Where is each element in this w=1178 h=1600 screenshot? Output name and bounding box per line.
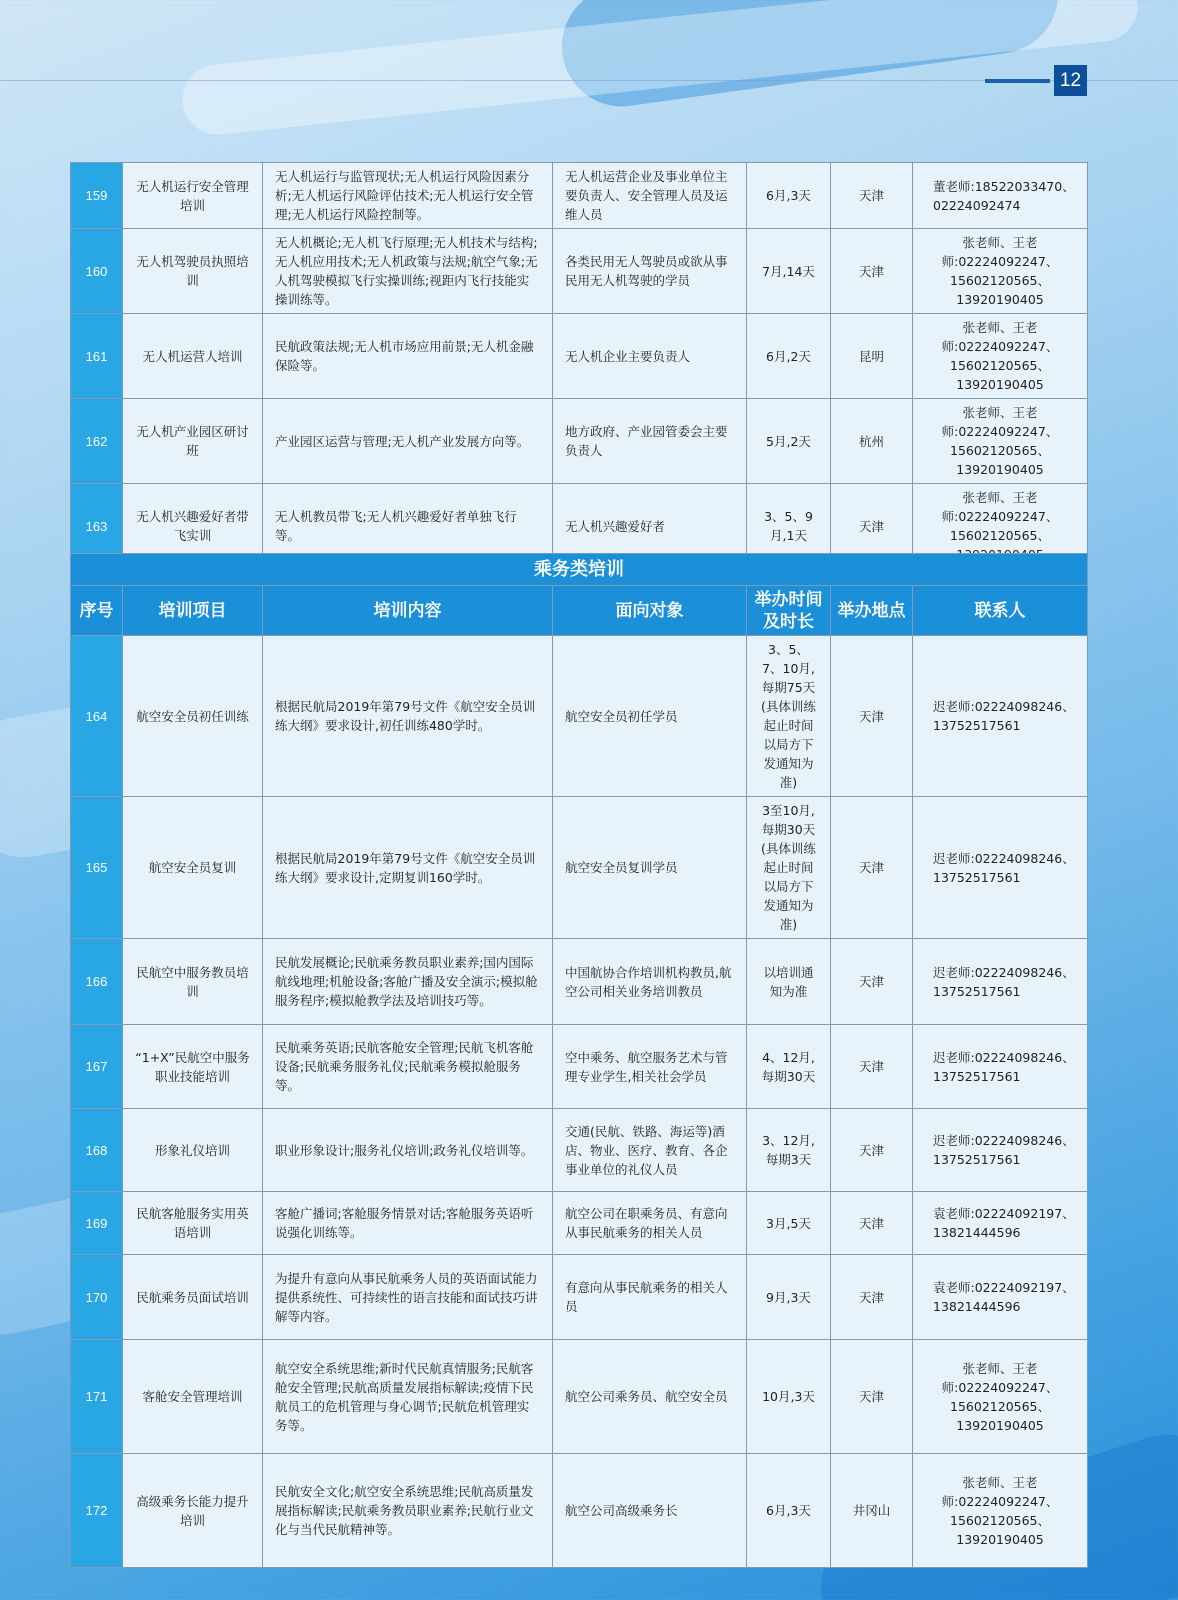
training-project: 无人机驾驶员执照培训 <box>123 229 263 314</box>
training-content: 无人机运行与监管现状;无人机运行风险因素分析;无人机运行风险评估技术;无人机运行安全管理;无人机运行风险控制等。 <box>263 163 553 229</box>
training-content: 民航政策法规;无人机市场应用前景;无人机金融保险等。 <box>263 314 553 399</box>
header-num: 序号 <box>71 586 123 636</box>
table-row <box>71 399 1088 484</box>
location: 天津 <box>831 1192 913 1255</box>
contact: 迟老师:02224098246、13752517561 <box>913 797 1088 939</box>
row-number: 166 <box>71 939 123 1025</box>
row-number: 169 <box>71 1192 123 1255</box>
training-project: 民航客舱服务实用英语培训 <box>123 1192 263 1255</box>
training-project: 无人机运营人培训 <box>123 314 263 399</box>
location: 昆明 <box>831 314 913 399</box>
page-number: 12 <box>1054 65 1087 96</box>
header-content: 培训内容 <box>263 586 553 636</box>
training-content: 民航发展概论;民航乘务教员职业素养;国内国际航线地理;机舱设备;客舱广播及安全演示;模拟舱服务程序;模拟舱教学法及培训技巧等。 <box>263 939 553 1025</box>
training-project: 无人机产业园区研讨班 <box>123 399 263 484</box>
training-project: 航空安全员复训 <box>123 797 263 939</box>
schedule: 3月,5天 <box>747 1192 831 1255</box>
contact: 张老师、王老师:02224092247、15602120565、13920190405 <box>913 1340 1088 1454</box>
section-title-row <box>71 554 1088 586</box>
training-content: 根据民航局2019年第79号文件《航空安全员训练大纲》要求设计,定期复训160学时。 <box>263 797 553 939</box>
row-number: 163 <box>71 484 123 569</box>
training-content: 为提升有意向从事民航乘务人员的英语面试能力提供系统性、可持续性的语言技能和面试技巧讲解等内容。 <box>263 1255 553 1340</box>
row-number: 172 <box>71 1454 123 1568</box>
schedule: 7月,14天 <box>747 229 831 314</box>
target-audience: 无人机兴趣爱好者 <box>553 484 747 569</box>
row-number: 168 <box>71 1109 123 1192</box>
contact: 张老师、王老师:02224092247、15602120565、13920190405 <box>913 229 1088 314</box>
row-number: 160 <box>71 229 123 314</box>
target-audience: 航空安全员初任学员 <box>553 636 747 797</box>
background-band <box>179 0 1141 138</box>
target-audience: 交通(民航、铁路、海运等)酒店、物业、医疗、教育、各企事业单位的礼仪人员 <box>553 1109 747 1192</box>
training-project: 航空安全员初任训练 <box>123 636 263 797</box>
training-project: 无人机运行安全管理培训 <box>123 163 263 229</box>
table-row <box>71 1025 1088 1109</box>
location: 天津 <box>831 939 913 1025</box>
section-title: 乘务类培训 <box>71 554 1088 586</box>
row-number: 161 <box>71 314 123 399</box>
schedule: 9月,3天 <box>747 1255 831 1340</box>
location: 天津 <box>831 636 913 797</box>
page-number-rule <box>985 79 1050 83</box>
row-number: 170 <box>71 1255 123 1340</box>
row-number: 164 <box>71 636 123 797</box>
training-content: 客舱广播词;客舱服务情景对话;客舱服务英语听说强化训练等。 <box>263 1192 553 1255</box>
location: 天津 <box>831 484 913 569</box>
table-row <box>71 163 1088 229</box>
header-time: 举办时间及时长 <box>747 586 831 636</box>
header-project: 培训项目 <box>123 586 263 636</box>
training-content: 无人机概论;无人机飞行原理;无人机技术与结构;无人机应用技术;无人机政策与法规;航空气象;无人机驾驶模拟飞行实操训练;视距内飞行技能实操训练等。 <box>263 229 553 314</box>
contact: 董老师:18522033470、02224092474 <box>913 163 1088 229</box>
contact: 迟老师:02224098246、13752517561 <box>913 1025 1088 1109</box>
table-row <box>71 1340 1088 1454</box>
training-project: 形象礼仪培训 <box>123 1109 263 1192</box>
location: 天津 <box>831 1340 913 1454</box>
table-row <box>71 1192 1088 1255</box>
training-project: 民航空中服务教员培训 <box>123 939 263 1025</box>
location: 天津 <box>831 1255 913 1340</box>
contact: 迟老师:02224098246、13752517561 <box>913 636 1088 797</box>
training-project: 客舱安全管理培训 <box>123 1340 263 1454</box>
schedule: 6月,3天 <box>747 163 831 229</box>
row-number: 167 <box>71 1025 123 1109</box>
target-audience: 地方政府、产业园管委会主要负责人 <box>553 399 747 484</box>
schedule: 5月,2天 <box>747 399 831 484</box>
contact: 张老师、王老师:02224092247、15602120565、13920190405 <box>913 1454 1088 1568</box>
row-number: 162 <box>71 399 123 484</box>
schedule: 6月,2天 <box>747 314 831 399</box>
location: 天津 <box>831 1109 913 1192</box>
contact: 张老师、王老师:02224092247、15602120565、13920190405 <box>913 314 1088 399</box>
location: 天津 <box>831 1025 913 1109</box>
table-header-row <box>71 586 1088 636</box>
location: 井冈山 <box>831 1454 913 1568</box>
target-audience: 无人机企业主要负责人 <box>553 314 747 399</box>
training-content: 职业形象设计;服务礼仪培训;政务礼仪培训等。 <box>263 1109 553 1192</box>
training-content: 航空安全系统思维;新时代民航真情服务;民航客舱安全管理;民航高质量发展指标解读;疫情下民航员工的危机管理与身心调节;民航危机管理实务等。 <box>263 1340 553 1454</box>
header-place: 举办地点 <box>831 586 913 636</box>
contact: 袁老师:02224092197、13821444596 <box>913 1192 1088 1255</box>
training-content: 民航乘务英语;民航客舱安全管理;民航飞机客舱设备;民航乘务服务礼仪;民航乘务模拟舱服务等。 <box>263 1025 553 1109</box>
training-project: 无人机兴趣爱好者带飞实训 <box>123 484 263 569</box>
cabin-crew-training-table <box>70 553 1088 1568</box>
location: 杭州 <box>831 399 913 484</box>
target-audience: 航空安全员复训学员 <box>553 797 747 939</box>
contact: 迟老师:02224098246、13752517561 <box>913 1109 1088 1192</box>
contact: 张老师、王老师:02224092247、15602120565、13920190405 <box>913 399 1088 484</box>
table-row <box>71 1454 1088 1568</box>
training-content: 民航安全文化;航空安全系统思维;民航高质量发展指标解读;民航乘务教员职业素养;民航行业文化与当代民航精神等。 <box>263 1454 553 1568</box>
training-content: 产业园区运营与管理;无人机产业发展方向等。 <box>263 399 553 484</box>
schedule: 6月,3天 <box>747 1454 831 1568</box>
header-contact: 联系人 <box>913 586 1088 636</box>
schedule: 3、5、9月,1天 <box>747 484 831 569</box>
contact: 张老师、王老师:02224092247、15602120565、 <box>913 484 1088 569</box>
table-row <box>71 939 1088 1025</box>
training-project: 高级乘务长能力提升培训 <box>123 1454 263 1568</box>
target-audience: 各类民用无人驾驶员或欲从事民用无人机驾驶的学员 <box>553 229 747 314</box>
target-audience: 有意向从事民航乘务的相关人员 <box>553 1255 747 1340</box>
row-number: 171 <box>71 1340 123 1454</box>
table-row <box>71 229 1088 314</box>
training-project: “1+X”民航空中服务职业技能培训 <box>123 1025 263 1109</box>
table-row <box>71 314 1088 399</box>
location: 天津 <box>831 797 913 939</box>
location: 天津 <box>831 229 913 314</box>
header-audience: 面向对象 <box>553 586 747 636</box>
row-number: 159 <box>71 163 123 229</box>
target-audience: 航空公司高级乘务长 <box>553 1454 747 1568</box>
contact: 袁老师:02224092197、13821444596 <box>913 1255 1088 1340</box>
schedule: 4、12月,每期30天 <box>747 1025 831 1109</box>
table-row <box>71 797 1088 939</box>
table-row <box>71 636 1088 797</box>
row-number: 165 <box>71 797 123 939</box>
uav-training-table <box>70 162 1088 569</box>
training-project: 民航乘务员面试培训 <box>123 1255 263 1340</box>
schedule: 3、5、7、10月,每期75天(具体训练起止时间以局方下发通知为准) <box>747 636 831 797</box>
target-audience: 空中乘务、航空服务艺术与管理专业学生,相关社会学员 <box>553 1025 747 1109</box>
target-audience: 中国航协合作培训机构教员,航空公司相关业务培训教员 <box>553 939 747 1025</box>
contact: 迟老师:02224098246、13752517561 <box>913 939 1088 1025</box>
training-content: 根据民航局2019年第79号文件《航空安全员训练大纲》要求设计,初任训练480学时。 <box>263 636 553 797</box>
schedule: 以培训通知为准 <box>747 939 831 1025</box>
location: 天津 <box>831 163 913 229</box>
target-audience: 航空公司乘务员、航空安全员 <box>553 1340 747 1454</box>
table-row <box>71 1109 1088 1192</box>
schedule: 3至10月,每期30天(具体训练起止时间以局方下发通知为准) <box>747 797 831 939</box>
schedule: 10月,3天 <box>747 1340 831 1454</box>
target-audience: 航空公司在职乘务员、有意向从事民航乘务的相关人员 <box>553 1192 747 1255</box>
schedule: 3、12月,每期3天 <box>747 1109 831 1192</box>
target-audience: 无人机运营企业及事业单位主要负责人、安全管理人员及运维人员 <box>553 163 747 229</box>
training-content: 无人机教员带飞;无人机兴趣爱好者单独飞行等。 <box>263 484 553 569</box>
table-row <box>71 1255 1088 1340</box>
